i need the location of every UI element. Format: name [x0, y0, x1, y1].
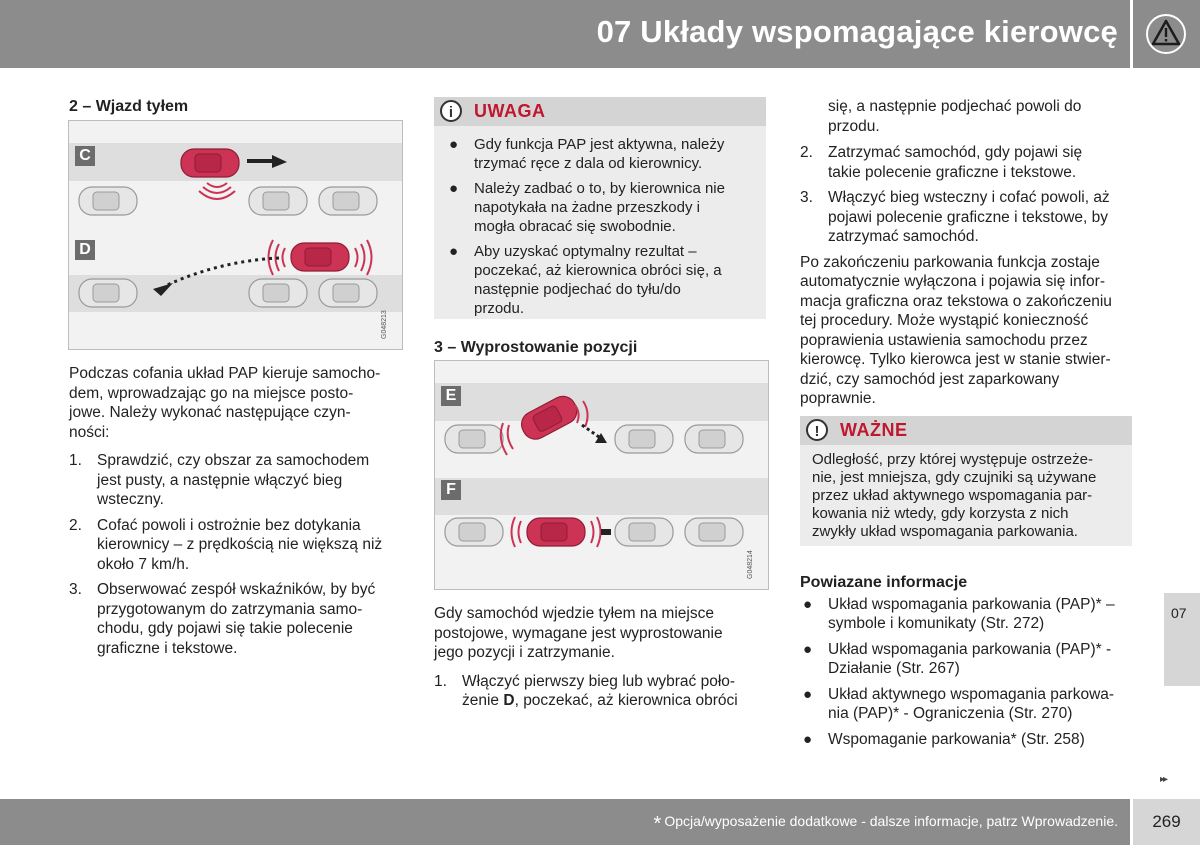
important-text: [800, 445, 1132, 541]
text-line: Gdy samochód wjedzie tyłem na miejsce: [434, 605, 714, 622]
active-car: [517, 392, 581, 444]
footer: [0, 799, 1130, 845]
left-column: [69, 97, 404, 117]
related-heading: Powiazane informacje: [800, 574, 968, 591]
text-line: żenie: [462, 692, 504, 709]
important-box: [800, 416, 1132, 546]
steps-list: [800, 143, 1132, 247]
related-list: [800, 595, 1132, 750]
parked-car: [249, 187, 307, 215]
text-line: poprawnie.: [800, 390, 876, 407]
text-line: przygotowanym do zatrzymania samo-: [97, 600, 363, 618]
gear-letter: D: [503, 692, 515, 709]
intro-paragraph: [69, 364, 404, 442]
figure-label-d: D: [75, 240, 95, 260]
exclamation-icon: !: [806, 419, 828, 441]
bullet: ●: [449, 136, 459, 153]
active-car: [181, 149, 239, 177]
parked-car: [685, 518, 743, 546]
bullet: ●: [803, 640, 813, 658]
related-link[interactable]: [800, 640, 1132, 679]
text-line: Układ wspomagania parkowania (PAP)* –: [828, 595, 1115, 613]
text-line: Układ aktywnego wspomagania parkowa-: [828, 685, 1115, 703]
text-line: Podczas cofania układ PAP kieruje samocho-: [69, 365, 381, 382]
figure-code: G048213: [381, 310, 388, 339]
middle-text: [434, 604, 769, 717]
list-item: [434, 672, 769, 711]
parked-car: [319, 187, 377, 215]
text-line: zwykły układ wspomagania parkowania.: [812, 523, 1078, 540]
bullet: ●: [449, 180, 459, 197]
item-number: 3.: [800, 189, 813, 206]
important-header: [800, 416, 1132, 445]
figure-label-f: F: [441, 480, 461, 500]
text-line: około 7 km/h.: [97, 555, 190, 573]
text-line: Działanie (Str. 267): [828, 660, 960, 677]
bullet: ●: [803, 595, 813, 613]
text-line: jowe. Należy wykonać następujące czyn-: [69, 404, 351, 421]
related-link[interactable]: [800, 685, 1132, 724]
page-number: 269: [1152, 812, 1181, 831]
text-line: Układ wspomagania parkowania (PAP)* -: [828, 640, 1112, 658]
figure-drawing-ef: [435, 361, 768, 589]
text-line: kierowcę. Tylko kierowca jest w stanie stwier-: [800, 351, 1111, 368]
chapter-header: [0, 0, 1130, 68]
text-line: pojawi polecenie graficzne i tekstowe, by: [828, 208, 1109, 226]
list-item: [446, 179, 756, 236]
text-line: tej procedury. Może wystąpić konieczność: [800, 312, 1089, 329]
next-page-marker: ▸▸: [1160, 774, 1167, 785]
text-line: przodu.: [828, 117, 880, 135]
text-line: napotykała na żadne przeszkody i: [474, 199, 700, 216]
completion-paragraph: [800, 253, 1132, 409]
text-line: następnie podjechać do tyłu/do: [474, 281, 681, 298]
text-line: Aby uzyskać optymalny rezultat –: [474, 243, 697, 260]
list-item: [446, 135, 756, 173]
figure-code: G048214: [747, 550, 754, 579]
text-line: nia (PAP)* - Ograniczenia (Str. 270): [828, 705, 1073, 722]
text-line: graficzne i tekstowe.: [97, 639, 238, 657]
list-item: [69, 516, 404, 575]
chapter-tab-label: 07: [1171, 605, 1187, 621]
text-line: Gdy funkcja PAP jest aktywna, należy: [474, 136, 725, 153]
text-line: kierownicy – z prędkością nie większą niż: [97, 536, 383, 553]
list-item: [69, 580, 404, 658]
section-heading-reverse: 2 – Wjazd tyłem: [69, 98, 189, 115]
figure-reverse-parking: [68, 120, 403, 350]
item-number: 1.: [434, 672, 447, 690]
text-line: wsteczny.: [97, 491, 164, 508]
arrow-icon: [595, 433, 607, 443]
list-item: [800, 143, 1132, 182]
page-number-box: [1133, 799, 1200, 845]
text-line: Po zakończeniu parkowania funkcja zostaje: [800, 253, 1100, 271]
middle-heading-wrap: [434, 338, 769, 358]
asterisk: *: [653, 813, 662, 835]
parked-car: [79, 279, 137, 307]
steps-list: [434, 672, 769, 711]
text-line: dzić, czy samochód jest zaparkowany: [800, 370, 1060, 388]
text-line: jego pozycji i zatrzymanie.: [434, 644, 615, 661]
figure-label-e: E: [441, 386, 461, 406]
parked-car: [615, 425, 673, 453]
text-line: przodu.: [474, 300, 525, 317]
text-line: chodu, gdy pojawi się takie polecenie: [97, 620, 353, 637]
parked-car: [445, 518, 503, 546]
list-item: [69, 451, 404, 510]
text-line: Obserwować zespół wskaźników, by być: [97, 581, 376, 598]
footer-note: [654, 813, 1118, 836]
arrow-icon: [153, 283, 173, 296]
text-line: symbole i komunikaty (Str. 272): [828, 615, 1045, 632]
active-car: [527, 518, 585, 546]
arrow-icon: [272, 155, 287, 168]
item-number: 3.: [69, 581, 82, 598]
list-item: [446, 242, 756, 318]
note-box: [434, 97, 766, 319]
chapter-title: 07 Układy wspomagające kierowcę: [596, 14, 1118, 49]
chapter-tab: [1164, 593, 1200, 686]
text-line: poprawienia ustawienia samochodu przez: [800, 331, 1088, 349]
bullet: ●: [803, 685, 813, 703]
section-heading-straighten: 3 – Wyprostowanie pozycji: [434, 339, 638, 356]
continued-step: [800, 97, 1132, 136]
bullet: ●: [449, 243, 459, 260]
text-line: takie polecenie graficzne i tekstowe.: [828, 163, 1077, 181]
parked-car: [249, 279, 307, 307]
text-line: macja graficzna oraz tekstowa o zakończeniu: [800, 292, 1112, 310]
text-line: poczekać, aż kierownica obróci się, a: [474, 262, 722, 279]
warning-box: [1133, 0, 1200, 68]
text-line: Sprawdzić, czy obszar za samochodem: [97, 452, 370, 469]
note-list: [434, 126, 766, 318]
warning-triangle-icon: [1145, 13, 1187, 55]
text-line: Zatrzymać samochód, gdy pojawi się: [828, 144, 1083, 161]
parked-car: [615, 518, 673, 546]
text-line: , poczekać, aż kierownica obróci: [514, 692, 738, 709]
active-car: [291, 243, 349, 271]
item-number: 1.: [69, 452, 82, 469]
text-line: Cofać powoli i ostrożnie bez dotykania: [97, 516, 361, 534]
parked-car: [79, 187, 137, 215]
parked-car: [319, 279, 377, 307]
text-line: jest pusty, a następnie włączyć bieg: [97, 471, 343, 489]
text-line: nie, jest mniejsza, gdy czujniki są używane: [812, 469, 1097, 486]
left-text: [69, 364, 404, 664]
text-line: kowania niż wtedy, gdy korzysta z nich: [812, 505, 1069, 522]
related-section: [800, 573, 1132, 755]
footer-text: Opcja/wyposażenie dodatkowe - dalsze informacje, patrz Wprowadzenie.: [664, 813, 1118, 829]
steps-list: [69, 451, 404, 658]
text-line: automatycznie wyłączona i pojawia się infor-: [800, 273, 1105, 290]
text-line: Wspomaganie parkowania* (Str. 258): [828, 730, 1085, 748]
related-link[interactable]: [800, 730, 1132, 750]
text-line: Należy zadbać o to, by kierownica nie: [474, 180, 725, 197]
important-title: WAŻNE: [840, 420, 908, 440]
parked-car: [445, 425, 503, 453]
text-line: Odległość, przy której występuje ostrzeże-: [812, 451, 1093, 468]
bullet: ●: [803, 730, 813, 748]
straighten-paragraph: [434, 604, 769, 663]
text-line: dem, wprowadzając go na miejsce posto-: [69, 384, 354, 402]
text-line: postojowe, wymagane jest wyprostowanie: [434, 624, 723, 642]
text-line: trzymać ręce z dala od kierownicy.: [474, 155, 703, 172]
figure-drawing-cd: [69, 121, 402, 349]
related-link[interactable]: [800, 595, 1132, 634]
note-header: [434, 97, 766, 126]
text-line: zatrzymać samochód.: [828, 228, 979, 245]
text-line: Włączyć bieg wsteczny i cofać powoli, aż: [828, 189, 1110, 206]
figure-label-c: C: [75, 146, 95, 166]
text-line: ności:: [69, 423, 110, 441]
info-icon: i: [440, 100, 462, 122]
right-text: [800, 97, 1132, 409]
text-line: mogła obracać się swobodnie.: [474, 218, 676, 235]
item-number: 2.: [800, 144, 813, 161]
item-number: 2.: [69, 516, 82, 534]
text-line: Włączyć pierwszy bieg lub wybrać poło-: [462, 672, 736, 690]
note-title: UWAGA: [474, 101, 546, 121]
text-line: przez układ aktywnego wspomagania par-: [812, 487, 1093, 504]
stop-marker: [601, 529, 611, 535]
text-line: się, a następnie podjechać powoli do: [828, 98, 1082, 115]
parked-car: [685, 425, 743, 453]
figure-straighten: [434, 360, 769, 590]
list-item: [800, 188, 1132, 247]
